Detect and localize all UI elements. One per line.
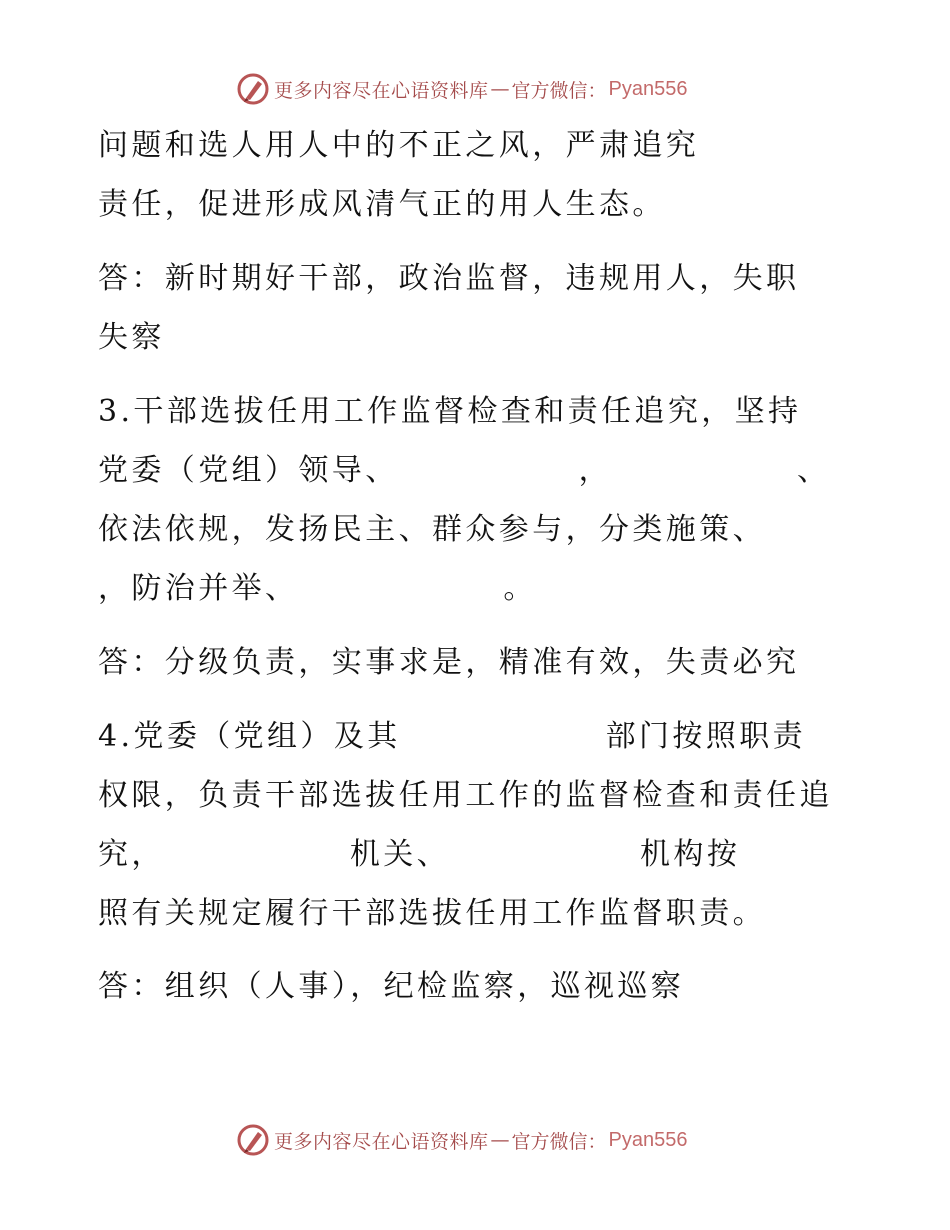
answer-line: 答：新时期好干部，政治监督，违规用人，失职 bbox=[98, 261, 800, 296]
watermark-wechat-id: Pyan556 bbox=[608, 1128, 688, 1151]
text-segment: 。 bbox=[503, 571, 537, 606]
question-line bbox=[98, 717, 806, 757]
watermark-brand: 更多内容尽在心语资料库 bbox=[274, 1130, 489, 1153]
watermark-wechat-id: Pyan556 bbox=[608, 77, 688, 100]
watermark-banner-top bbox=[236, 72, 688, 106]
watermark-brand: 更多内容尽在心语资料库 bbox=[274, 79, 489, 102]
watermark-separator: — bbox=[490, 78, 510, 100]
pen-logo-icon bbox=[236, 72, 270, 106]
question-line: 照有关规定履行干部选拔任用工作监督职责。 bbox=[98, 896, 766, 931]
text-line: 失察 bbox=[98, 320, 165, 355]
text-segment: 4.党委（党组）及其 bbox=[98, 719, 401, 754]
text-segment: 机关、 bbox=[349, 837, 451, 872]
text-segment: 党委（党组）领导、 bbox=[98, 453, 399, 488]
question-line bbox=[98, 569, 537, 609]
watermark-separator: — bbox=[490, 1129, 510, 1151]
text-segment: 究， bbox=[98, 837, 165, 872]
text-segment: 机构按 bbox=[640, 837, 741, 872]
question-line: 3.干部选拔任用工作监督检查和责任追究，坚持 bbox=[98, 394, 802, 429]
answer-line: 答：组织（人事），纪检监察，巡视巡察 bbox=[98, 969, 685, 1004]
watermark-wechat-label: 官方微信： bbox=[511, 79, 607, 102]
text-line: 责任，促进形成风清气正的用人生态。 bbox=[98, 187, 666, 222]
question-line bbox=[98, 835, 740, 875]
watermark-wechat-label: 官方微信： bbox=[511, 1130, 607, 1153]
text-segment: 、 bbox=[797, 453, 831, 488]
watermark-banner-bottom bbox=[236, 1123, 688, 1157]
text-line: 问题和选人用人中的不正之风，严肃追究 bbox=[98, 128, 700, 163]
pen-logo-icon bbox=[236, 1123, 270, 1157]
answer-line: 答：分级负责，实事求是，精准有效，失责必究 bbox=[98, 645, 800, 680]
question-line: 依法依规，发扬民主、群众参与，分类施策、 bbox=[98, 512, 766, 547]
question-line: 权限，负责干部选拔任用工作的监督检查和责任追 bbox=[98, 778, 833, 813]
text-segment: ，防治并举、 bbox=[98, 571, 299, 606]
question-line bbox=[98, 451, 830, 491]
text-segment: ， bbox=[578, 453, 613, 488]
text-segment: 部门按照职责 bbox=[605, 719, 807, 754]
